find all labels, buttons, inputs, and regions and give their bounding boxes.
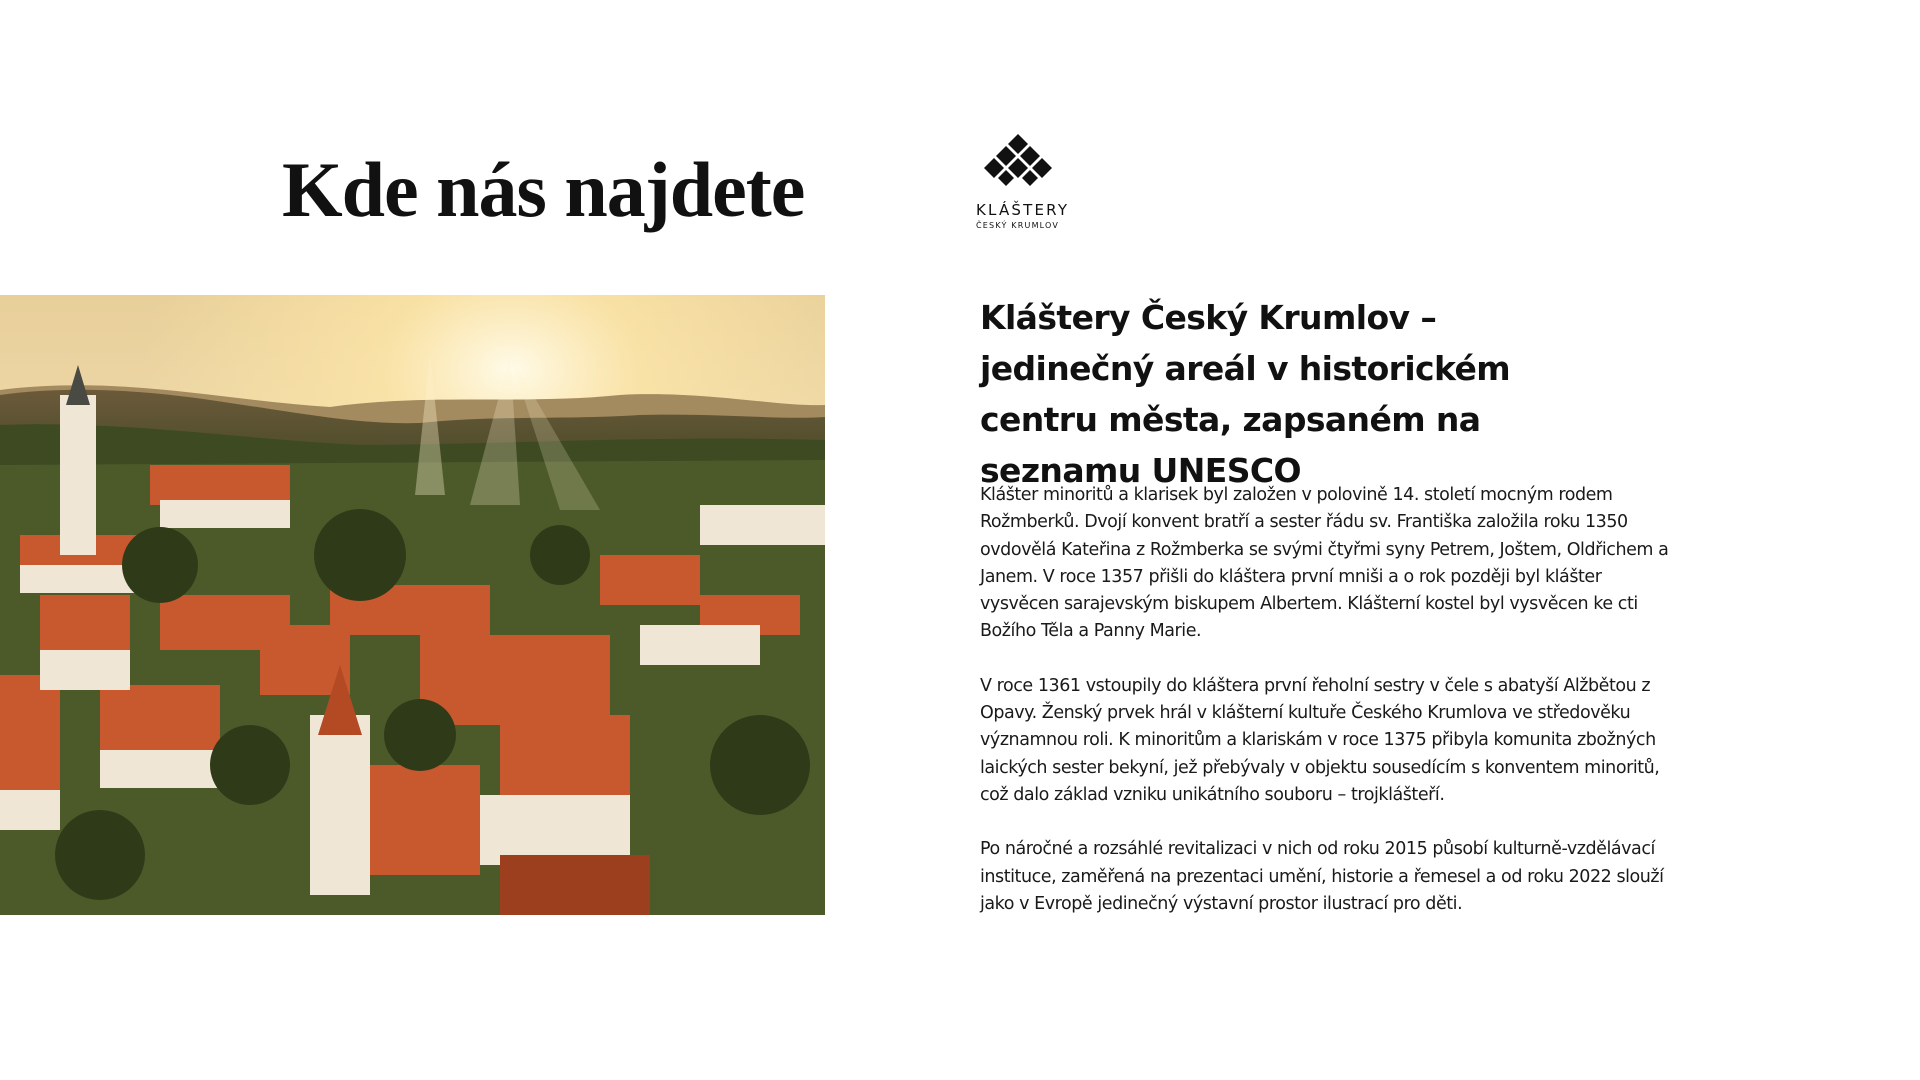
headline: Kláštery Český Krumlov – jedinečný areál v historickém centru města, zapsaném na seznamu UNESCO: [980, 298, 1511, 490]
paragraph: V roce 1361 vstoupily do kláštera první řeholní sestry v čele s abatyší Alžbětou z Opavy. Ženský prvek hrál v klášterní kultuře Českého Krumlova ve středověku významnou roli. K minoritům a klariskám v roce 1375 přibyla komunita zbožných laických sester bekyní, jež přebývaly v objektu sousedícím s konventem minoritů, což dalo základ vzniku unikátního souboru – trojklášteří.: [980, 675, 1660, 805]
paragraph: Klášter minoritů a klarisek byl založen v polovině 14. století mocným rodem Rožmberků. Dvojí konvent bratří a sester řádu sv. Františka založila roku 1350 ovdovělá Kateřina z Rožmberka se svými čtyřmi syny Petrem, Joštem, Oldřichem a Janem. V roce 1357 přišli do kláštera první mniši a o rok později byl klášter vysvěcen sarajevským biskupem Albertem. Klášterní kostel byl vysvěcen ke cti Božího Těla a Panny Marie.: [980, 485, 1669, 642]
body-text: [980, 482, 1670, 945]
town-aerial-photo: [0, 295, 825, 915]
logo-name: KLÁŠTERY: [976, 201, 1070, 219]
klastery-logo[interactable]: [976, 134, 1086, 234]
paragraph: Po náročné a rozsáhlé revitalizaci v nich od roku 2015 působí kulturně-vzdělávací instituce, zaměřená na prezentaci umění, historie a řemesel a od roku 2022 slouží jako v Evropě jedinečný výstavní prostor ilustrací pro děti.: [980, 839, 1664, 914]
aerial-photo-cesky-krumlov: [0, 295, 825, 915]
logo-subtitle: ČESKÝ KRUMLOV: [976, 221, 1060, 230]
page-title: Kde nás najdete: [282, 146, 805, 233]
diamond-lattice-logo-icon: [976, 134, 1086, 198]
